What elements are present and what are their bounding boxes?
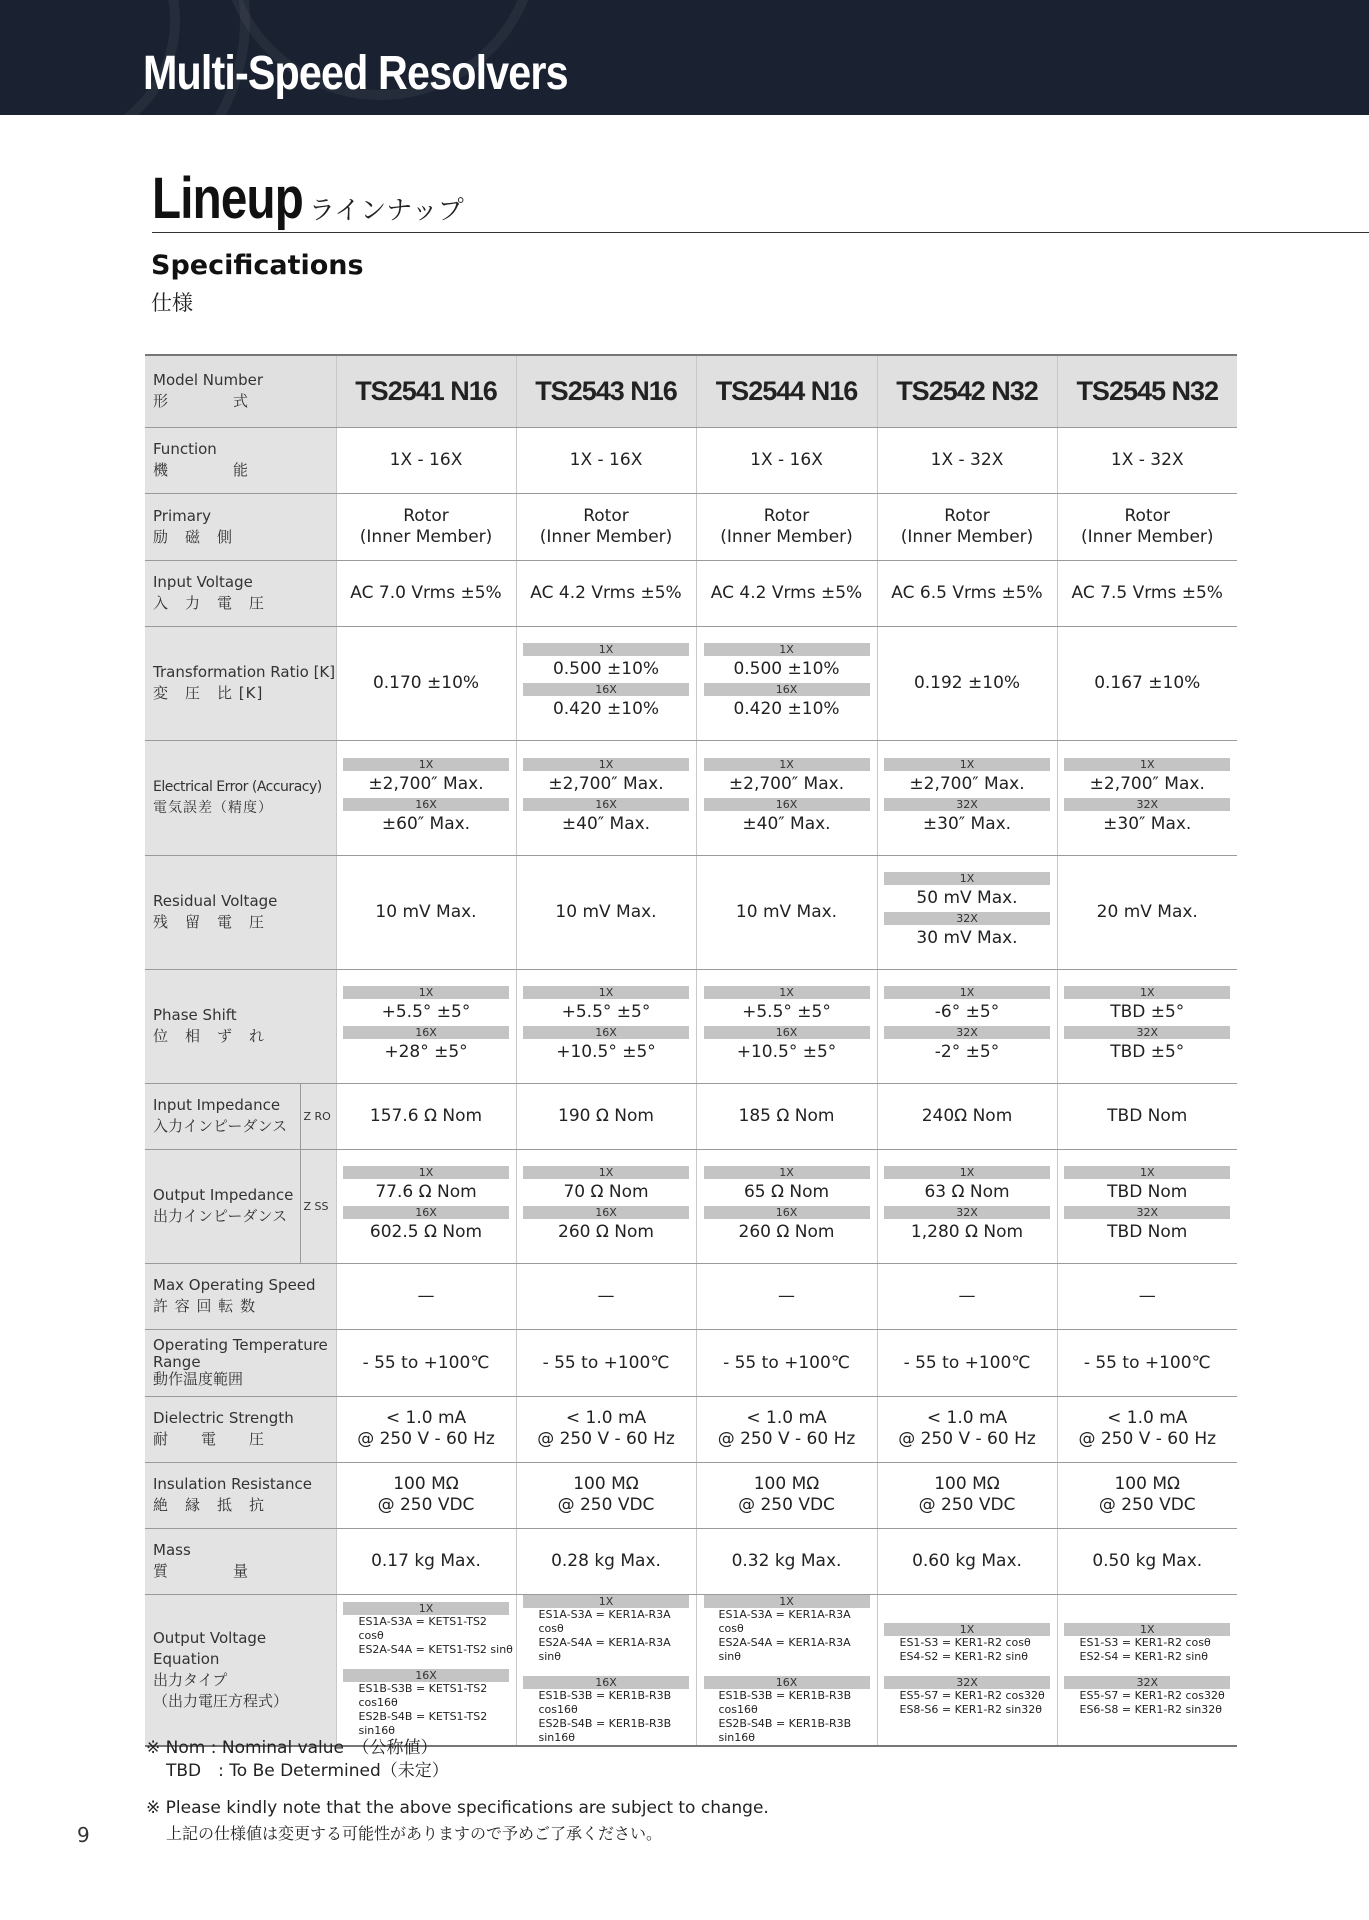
temperature-value: - 55 to +100℃ (516, 1329, 696, 1396)
input-impedance-value: 157.6 Ω Nom (336, 1083, 516, 1149)
speed-tag: 1X (884, 1166, 1050, 1179)
label-jp: 変 圧 比 [K] (153, 684, 264, 702)
table-row (145, 1263, 1237, 1329)
residual-value: 20 mV Max. (1057, 855, 1237, 969)
label-jp: 出力インピーダンス (153, 1207, 288, 1225)
label-jp: 質 量 (153, 1562, 250, 1580)
note-change: ※ Please kindly note that the above specifications are subject to change. (146, 1798, 769, 1818)
dielectric-value (336, 1396, 516, 1462)
mass-value: 0.60 kg Max. (877, 1528, 1057, 1594)
speed-tag: 1X (523, 758, 689, 771)
out-imp-nx: 1,280 Ω Nom (910, 1222, 1024, 1242)
residual-value (877, 855, 1057, 969)
error-1x: ±2,700″ Max. (728, 773, 845, 794)
impedance-symbol: Z RO (300, 1083, 336, 1149)
output-impedance-value (877, 1149, 1057, 1263)
temperature-value: - 55 to +100℃ (877, 1329, 1057, 1396)
error-value (696, 740, 877, 855)
dielectric-line1: < 1.0 mA (385, 1408, 467, 1428)
note-nominal: ※ Nom : Nominal value （公称値） (146, 1738, 438, 1758)
ratio-nx: 0.420 ±10% (552, 699, 660, 719)
primary-line1: Rotor (944, 505, 990, 526)
residual-value: 10 mV Max. (696, 855, 877, 969)
row-label-dielectric (145, 1396, 336, 1462)
primary-value (516, 493, 696, 560)
speed-tag: 1X (1064, 1623, 1230, 1636)
speed-tag: 16X (704, 1026, 870, 1039)
phase-1x: -6° ±5° (934, 1002, 1000, 1022)
speed-tag: 1X (884, 986, 1050, 999)
speed-tag: 32X (884, 1676, 1050, 1689)
speed-tag: 1X (884, 758, 1050, 771)
ratio-value: 0.170 ±10% (336, 626, 516, 740)
phase-1x: +5.5° ±5° (742, 1002, 831, 1022)
speed-tag: 1X (523, 643, 689, 656)
model-name: TS2543 N16 (516, 355, 696, 427)
speed-tag: 32X (1064, 1026, 1230, 1039)
speed-tag: 16X (523, 1676, 689, 1689)
label-en: Input Impedance (153, 1096, 281, 1114)
primary-line1: Rotor (1124, 505, 1170, 526)
mass-value: 0.28 kg Max. (516, 1528, 696, 1594)
label-jp: 残 留 電 圧 (153, 913, 266, 931)
speed-tag: 16X (704, 798, 870, 811)
speed-value: — (1057, 1263, 1237, 1329)
primary-line1: Rotor (583, 505, 629, 526)
phase-nx: TBD ±5° (1110, 1042, 1185, 1062)
speed-tag: 1X (884, 872, 1050, 885)
dielectric-line2: @ 250 V - 60 Hz (898, 1429, 1036, 1449)
equation-line: ES1-S3 = KER1-R2 cosθ (899, 1635, 1031, 1649)
residual-value: 10 mV Max. (336, 855, 516, 969)
label-jp: 励 磁 側 (153, 527, 234, 546)
insulation-line2: @ 250 VDC (1098, 1495, 1196, 1515)
model-name: TS2541 N16 (336, 355, 516, 427)
label-en: Dielectric Strength (153, 1409, 294, 1427)
primary-value (877, 493, 1057, 560)
table-row (145, 1149, 1237, 1263)
insulation-line2: @ 250 VDC (377, 1495, 475, 1515)
speed-value: — (516, 1263, 696, 1329)
equation-line: ES2A-S4A = KETS1-TS2 sinθ (358, 1642, 513, 1656)
row-label-temperature (145, 1329, 336, 1396)
error-1x: ±2,700″ Max. (1089, 773, 1205, 794)
ratio-value: 0.167 ±10% (1057, 626, 1237, 740)
label-en: Operating Temperature (153, 1336, 328, 1354)
speed-value: — (877, 1263, 1057, 1329)
ratio-nx: 0.420 ±10% (733, 699, 840, 719)
out-imp-1x: 65 Ω Nom (743, 1182, 830, 1202)
speed-tag: 16X (523, 798, 689, 811)
label-jp: 電気誤差（精度） (153, 799, 273, 816)
input-voltage-value: AC 7.0 Vrms ±5% (336, 560, 516, 626)
row-label-mass (145, 1528, 336, 1594)
table-row (145, 855, 1237, 969)
row-label-residual (145, 855, 336, 969)
speed-tag: 16X (704, 1206, 870, 1219)
speed-tag: 32X (1064, 1206, 1230, 1219)
phase-1x: +5.5° ±5° (561, 1002, 651, 1022)
equation-line: ES2B-S4B = KER1B-R3B sin16θ (718, 1716, 852, 1744)
primary-line2: (Inner Member) (1080, 526, 1214, 547)
table-row (145, 1594, 1237, 1746)
speed-value: — (696, 1263, 877, 1329)
phase-nx: +10.5° ±5° (736, 1042, 837, 1062)
page-title: Lineup (152, 166, 303, 231)
speed-tag: 1X (1064, 1166, 1230, 1179)
phase-value (336, 969, 516, 1083)
speed-tag: 16X (343, 1026, 509, 1039)
insulation-line1: 100 MΩ (753, 1474, 820, 1494)
phase-nx: +10.5° ±5° (556, 1042, 656, 1062)
label-en: Residual Voltage (153, 892, 278, 910)
input-voltage-value: AC 7.5 Vrms ±5% (1057, 560, 1237, 626)
input-voltage-value: AC 4.2 Vrms ±5% (516, 560, 696, 626)
error-1x: ±2,700″ Max. (909, 773, 1025, 794)
phase-nx: +28° ±5° (384, 1042, 468, 1062)
error-value (516, 740, 696, 855)
label-en: Phase Shift (153, 1006, 237, 1024)
input-impedance-value: TBD Nom (1057, 1083, 1237, 1149)
table-row (145, 1329, 1237, 1396)
out-imp-nx: 260 Ω Nom (558, 1222, 654, 1242)
speed-tag: 16X (704, 1676, 870, 1689)
input-impedance-value: 185 Ω Nom (696, 1083, 877, 1149)
ratio-1x: 0.500 ±10% (733, 659, 840, 679)
primary-line1: Rotor (403, 505, 449, 526)
label-jp: 絶 縁 抵 抗 (153, 1496, 266, 1514)
insulation-value (516, 1462, 696, 1528)
table-row (145, 1462, 1237, 1528)
table-row (145, 969, 1237, 1083)
equation-line: ES1A-S3A = KER1A-R3A cosθ (538, 1607, 671, 1635)
equation-line: ES2A-S4A = KER1A-R3A sinθ (718, 1635, 851, 1663)
equation-line: ES1B-S3B = KER1B-R3B cos16θ (538, 1688, 672, 1716)
insulation-line1: 100 MΩ (1114, 1474, 1180, 1494)
row-label-output-impedance (145, 1149, 300, 1263)
section-title-jp: 仕様 (151, 291, 193, 315)
speed-tag: 16X (523, 683, 689, 696)
label-en: Function (153, 440, 217, 458)
banner-title: Multi-Speed Resolvers (143, 47, 568, 100)
equation-value (696, 1594, 877, 1746)
input-impedance-value: 240Ω Nom (877, 1083, 1057, 1149)
label-jp: 入力インピーダンス (153, 1117, 288, 1135)
residual-value: 10 mV Max. (516, 855, 696, 969)
equation-line: ES4-S2 = KER1-R2 sinθ (899, 1649, 1028, 1663)
dielectric-value (877, 1396, 1057, 1462)
speed-tag: 32X (884, 798, 1050, 811)
error-nx: ±40″ Max. (561, 813, 651, 834)
label-jp-2: （出力電圧方程式） (153, 1691, 289, 1710)
output-impedance-value (336, 1149, 516, 1263)
speed-tag: 1X (704, 986, 870, 999)
insulation-value (877, 1462, 1057, 1528)
table-row (145, 427, 1237, 493)
error-value (336, 740, 516, 855)
residual-1x: 50 mV Max. (916, 888, 1018, 908)
row-label-model (145, 355, 336, 427)
primary-line2: (Inner Member) (359, 526, 493, 547)
row-label-function (145, 427, 336, 493)
impedance-symbol: Z SS (300, 1149, 336, 1263)
table-row (145, 1528, 1237, 1594)
out-imp-1x: 70 Ω Nom (563, 1182, 649, 1202)
equation-value (1057, 1594, 1237, 1746)
label-jp: 位 相 ず れ (153, 1027, 266, 1045)
table-row (145, 560, 1237, 626)
speed-tag: 1X (523, 1166, 689, 1179)
label-en: Insulation Resistance (153, 1475, 312, 1493)
insulation-value (336, 1462, 516, 1528)
section-title: Specifications (151, 250, 364, 281)
error-1x: ±2,700″ Max. (368, 773, 484, 794)
primary-value (1057, 493, 1237, 560)
table-row (145, 1083, 1237, 1149)
insulation-line1: 100 MΩ (934, 1474, 1000, 1494)
ratio-value: 0.192 ±10% (877, 626, 1057, 740)
equation-line: ES2B-S4B = KETS1-TS2 sin16θ (358, 1709, 488, 1737)
equation-value (336, 1594, 516, 1746)
equation-line: ES5-S7 = KER1-R2 cos32θ (899, 1688, 1045, 1702)
mass-value: 0.50 kg Max. (1057, 1528, 1237, 1594)
phase-nx: -2° ±5° (934, 1042, 1000, 1062)
out-imp-nx: 260 Ω Nom (738, 1222, 835, 1242)
label-en: Max Operating Speed (153, 1276, 316, 1294)
label-jp: 入 力 電 圧 (153, 594, 266, 612)
primary-value (696, 493, 877, 560)
title-divider (152, 232, 1369, 233)
label-en: Model Number (153, 371, 264, 390)
note-change-jp: 上記の仕様値は変更する可能性がありますので予めご了承ください。 (166, 1824, 663, 1843)
speed-tag: 32X (1064, 798, 1230, 811)
temperature-value: - 55 to +100℃ (336, 1329, 516, 1396)
label-en: Output Impedance (153, 1186, 294, 1204)
speed-tag: 32X (884, 1206, 1050, 1219)
equation-line: ES2B-S4B = KER1B-R3B sin16θ (538, 1716, 672, 1744)
speed-tag: 32X (1064, 1676, 1230, 1689)
out-imp-1x: 77.6 Ω Nom (375, 1182, 477, 1202)
speed-tag: 16X (523, 1026, 689, 1039)
out-imp-nx: TBD Nom (1107, 1222, 1188, 1242)
equation-line: ES1A-S3A = KETS1-TS2 cosθ (358, 1614, 487, 1642)
primary-line2: (Inner Member) (539, 526, 673, 547)
label-en-2: Range (153, 1353, 201, 1371)
row-label-error (145, 740, 336, 855)
label-jp: 出力タイプ (153, 1670, 228, 1689)
dielectric-line1: < 1.0 mA (565, 1408, 647, 1428)
label-en: Mass (153, 1541, 191, 1559)
equation-line: ES6-S8 = KER1-R2 sin32θ (1079, 1702, 1222, 1716)
speed-tag: 32X (884, 1026, 1050, 1039)
label-en: Primary (153, 506, 211, 525)
table-row (145, 626, 1237, 740)
row-label-primary (145, 493, 336, 560)
equation-line: ES1B-S3B = KER1B-R3B cos16θ (718, 1688, 852, 1716)
dielectric-line2: @ 250 V - 60 Hz (717, 1429, 856, 1449)
row-label-insulation (145, 1462, 336, 1528)
dielectric-line1: < 1.0 mA (1107, 1408, 1188, 1428)
note-tbd: TBD : To Be Determined（未定） (166, 1761, 449, 1781)
error-nx: ±40″ Max. (742, 813, 831, 834)
label-jp: 動作温度範囲 (153, 1370, 244, 1388)
input-impedance-value: 190 Ω Nom (516, 1083, 696, 1149)
row-label-speed (145, 1263, 336, 1329)
speed-tag: 1X (523, 1595, 689, 1608)
label-en: Transformation Ratio [K] (153, 663, 336, 681)
residual-nx: 30 mV Max. (916, 928, 1018, 948)
insulation-value (1057, 1462, 1237, 1528)
insulation-line1: 100 MΩ (393, 1474, 459, 1494)
equation-line: ES8-S6 = KER1-R2 sin32θ (899, 1702, 1042, 1716)
out-imp-nx: 602.5 Ω Nom (369, 1222, 483, 1242)
phase-value (1057, 969, 1237, 1083)
ratio-value (516, 626, 696, 740)
label-en: Output Voltage Equation (153, 1628, 267, 1668)
label-en: Input Voltage (153, 573, 253, 591)
insulation-line2: @ 250 VDC (918, 1495, 1016, 1515)
label-en: Electrical Error (Accuracy) (153, 778, 322, 795)
error-nx: ±60″ Max. (381, 813, 471, 834)
error-value (877, 740, 1057, 855)
equation-line: ES2A-S4A = KER1A-R3A sinθ (538, 1635, 671, 1663)
header-banner (0, 0, 1369, 115)
speed-tag: 16X (523, 1206, 689, 1219)
table-row (145, 493, 1237, 560)
speed-tag: 32X (884, 912, 1050, 925)
error-nx: ±30″ Max. (1103, 813, 1192, 834)
dielectric-value (1057, 1396, 1237, 1462)
error-1x: ±2,700″ Max. (548, 773, 664, 794)
table-row (145, 1396, 1237, 1462)
phase-value (516, 969, 696, 1083)
insulation-line2: @ 250 VDC (557, 1495, 655, 1515)
row-label-input-impedance (145, 1083, 300, 1149)
label-jp: 形 式 (153, 392, 250, 411)
output-impedance-value (696, 1149, 877, 1263)
speed-tag: 1X (1064, 986, 1230, 999)
mass-value: 0.17 kg Max. (336, 1528, 516, 1594)
equation-value (516, 1594, 696, 1746)
label-jp: 耐 電 圧 (153, 1430, 266, 1448)
equation-line: ES5-S7 = KER1-R2 cos32θ (1079, 1688, 1225, 1702)
speed-tag: 1X (704, 1595, 870, 1608)
label-jp: 許 容 回 転 数 (153, 1297, 257, 1315)
function-value: 1X - 16X (336, 427, 516, 493)
speed-tag: 16X (343, 798, 509, 811)
temperature-value: - 55 to +100℃ (696, 1329, 877, 1396)
dielectric-line1: < 1.0 mA (746, 1408, 827, 1428)
row-label-phase (145, 969, 336, 1083)
primary-line2: (Inner Member) (720, 526, 853, 547)
function-value: 1X - 32X (1057, 427, 1237, 493)
equation-line: ES1B-S3B = KETS1-TS2 cos16θ (358, 1681, 488, 1709)
function-value: 1X - 16X (696, 427, 877, 493)
speed-tag: 1X (884, 1623, 1050, 1636)
speed-tag: 16X (343, 1669, 509, 1682)
ratio-value (696, 626, 877, 740)
dielectric-value (696, 1396, 877, 1462)
insulation-line1: 100 MΩ (573, 1474, 639, 1494)
speed-tag: 1X (523, 986, 689, 999)
speed-tag: 1X (343, 986, 509, 999)
row-label-ratio (145, 626, 336, 740)
error-value (1057, 740, 1237, 855)
equation-line: ES1A-S3A = KER1A-R3A cosθ (718, 1607, 851, 1635)
equation-value (877, 1594, 1057, 1746)
speed-tag: 1X (1064, 758, 1230, 771)
equation-line: ES1-S3 = KER1-R2 cosθ (1079, 1635, 1211, 1649)
speed-tag: 1X (343, 1166, 509, 1179)
row-label-equation (145, 1594, 336, 1746)
insulation-value (696, 1462, 877, 1528)
label-jp: 機 能 (153, 461, 250, 479)
dielectric-line2: @ 250 V - 60 Hz (537, 1429, 675, 1449)
temperature-value: - 55 to +100℃ (1057, 1329, 1237, 1396)
speed-tag: 16X (343, 1206, 509, 1219)
mass-value: 0.32 kg Max. (696, 1528, 877, 1594)
specifications-table (145, 354, 1237, 1747)
insulation-line2: @ 250 VDC (738, 1495, 835, 1515)
equation-line: ES2-S4 = KER1-R2 sinθ (1079, 1649, 1208, 1663)
dielectric-value (516, 1396, 696, 1462)
table-row (145, 740, 1237, 855)
error-nx: ±30″ Max. (922, 813, 1012, 834)
model-name: TS2545 N32 (1057, 355, 1237, 427)
output-impedance-value (1057, 1149, 1237, 1263)
row-label-input-voltage (145, 560, 336, 626)
page-title-jp: ラインナップ (309, 196, 464, 226)
page-number: 9 (77, 1823, 90, 1847)
input-voltage-value: AC 4.2 Vrms ±5% (696, 560, 877, 626)
primary-value (336, 493, 516, 560)
speed-tag: 1X (343, 1602, 509, 1615)
speed-tag: 16X (704, 683, 870, 696)
primary-line2: (Inner Member) (900, 526, 1034, 547)
phase-value (696, 969, 877, 1083)
model-name: TS2542 N32 (877, 355, 1057, 427)
out-imp-1x: 63 Ω Nom (924, 1182, 1010, 1202)
function-value: 1X - 16X (516, 427, 696, 493)
input-voltage-value: AC 6.5 Vrms ±5% (877, 560, 1057, 626)
phase-1x: TBD ±5° (1110, 1002, 1185, 1022)
dielectric-line1: < 1.0 mA (926, 1408, 1008, 1428)
function-value: 1X - 32X (877, 427, 1057, 493)
output-impedance-value (516, 1149, 696, 1263)
table-row (145, 355, 1237, 427)
model-name: TS2544 N16 (696, 355, 877, 427)
phase-1x: +5.5° ±5° (381, 1002, 471, 1022)
speed-value: — (336, 1263, 516, 1329)
speed-tag: 1X (704, 643, 870, 656)
ratio-1x: 0.500 ±10% (552, 659, 660, 679)
phase-value (877, 969, 1057, 1083)
dielectric-line2: @ 250 V - 60 Hz (357, 1429, 495, 1449)
primary-line1: Rotor (763, 505, 810, 526)
dielectric-line2: @ 250 V - 60 Hz (1078, 1429, 1217, 1449)
speed-tag: 1X (343, 758, 509, 771)
speed-tag: 1X (704, 1166, 870, 1179)
speed-tag: 1X (704, 758, 870, 771)
out-imp-1x: TBD Nom (1107, 1182, 1188, 1202)
